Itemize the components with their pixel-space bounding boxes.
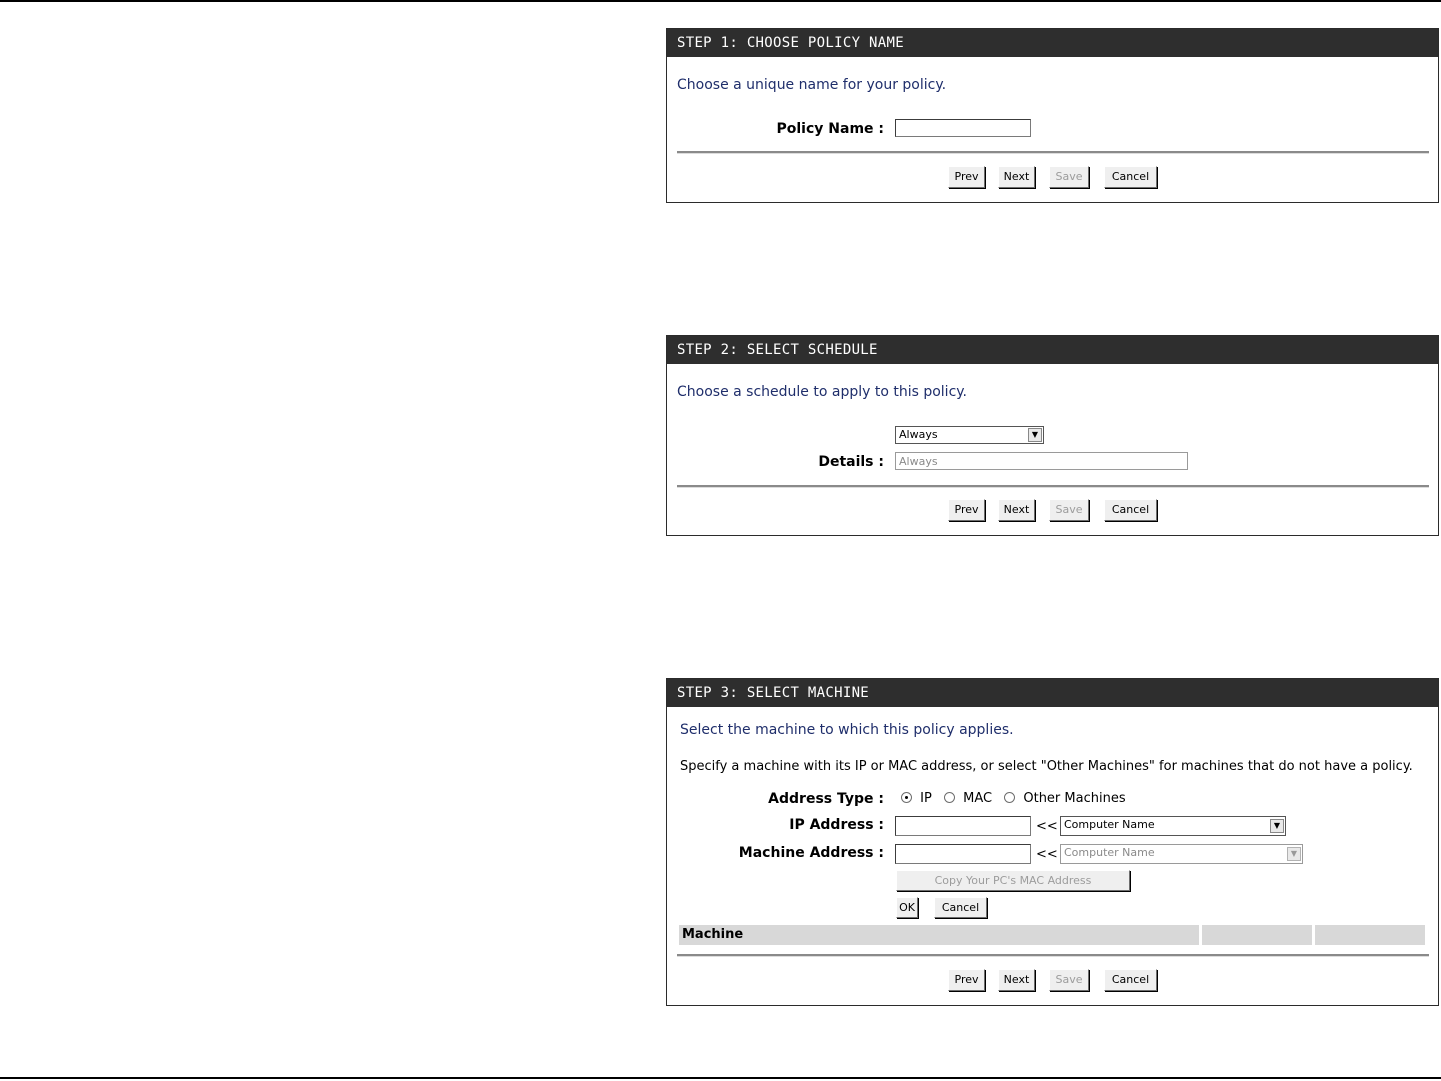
step3-prev-button[interactable]: Prev	[948, 969, 985, 991]
schedule-select[interactable]	[895, 426, 1044, 444]
copy-mac-address-button: Copy Your PC's MAC Address	[896, 870, 1130, 891]
step2-next-button[interactable]: Next	[998, 499, 1035, 521]
step1-cancel-button[interactable]: Cancel	[1104, 166, 1157, 188]
step1-panel	[666, 28, 1439, 203]
step3-cancel-button[interactable]: Cancel	[1104, 969, 1157, 991]
details-label: Details :	[818, 454, 884, 470]
step3-next-button[interactable]: Next	[998, 969, 1035, 991]
step1-divider	[677, 151, 1429, 154]
details-field	[895, 452, 1188, 470]
ip-computer-name-select[interactable]	[1060, 816, 1286, 836]
ip-computer-name-value: Computer Name	[1064, 818, 1155, 831]
address-type-group	[901, 791, 1126, 806]
chevron-down-icon[interactable]: ▼	[1028, 428, 1042, 442]
bottom-rule	[0, 1077, 1441, 1079]
step2-panel	[666, 335, 1439, 536]
step3-title: STEP 3: SELECT MACHINE	[667, 679, 1438, 707]
mac-computer-name-value: Computer Name	[1064, 846, 1155, 859]
step2-prev-button[interactable]: Prev	[948, 499, 985, 521]
ip-address-input[interactable]	[895, 816, 1031, 836]
step3-intro: Select the machine to which this policy applies.	[680, 722, 1014, 738]
policy-name-label: Policy Name :	[776, 121, 884, 137]
top-rule	[0, 0, 1441, 2]
step1-next-button[interactable]: Next	[998, 166, 1035, 188]
ip-address-label: IP Address :	[789, 817, 884, 833]
step1-prev-button[interactable]: Prev	[948, 166, 985, 188]
machine-table-col3	[1315, 925, 1425, 945]
mac-arrow-text: <<	[1036, 847, 1058, 862]
ip-arrow-text: <<	[1036, 819, 1058, 834]
policy-name-input[interactable]	[895, 119, 1031, 137]
address-type-ip-label: IP	[920, 791, 932, 806]
machine-column-header: Machine	[682, 927, 744, 942]
address-type-other-label: Other Machines	[1023, 791, 1126, 806]
address-type-other-radio[interactable]	[1004, 792, 1015, 803]
step2-save-button[interactable]: Save	[1049, 499, 1089, 521]
step2-divider	[677, 485, 1429, 488]
step1-title: STEP 1: CHOOSE POLICY NAME	[667, 29, 1438, 57]
schedule-select-value: Always	[899, 428, 938, 441]
address-type-mac-radio[interactable]	[944, 792, 955, 803]
chevron-down-icon: ▼	[1287, 847, 1301, 861]
step3-divider	[677, 954, 1429, 957]
ok-button[interactable]: OK	[896, 897, 918, 918]
machine-table-header	[679, 925, 1199, 945]
machine-cancel-button[interactable]: Cancel	[934, 897, 987, 918]
step1-save-button[interactable]: Save	[1049, 166, 1089, 188]
address-type-label: Address Type :	[768, 791, 884, 807]
mac-computer-name-select	[1060, 844, 1303, 864]
address-type-ip-radio[interactable]	[901, 792, 912, 803]
step1-intro: Choose a unique name for your policy.	[677, 77, 947, 93]
machine-address-label: Machine Address :	[738, 845, 884, 861]
machine-address-input[interactable]	[895, 844, 1031, 864]
step2-cancel-button[interactable]: Cancel	[1104, 499, 1157, 521]
step2-intro: Choose a schedule to apply to this policy.	[677, 384, 968, 400]
step2-title: STEP 2: SELECT SCHEDULE	[667, 336, 1438, 364]
step3-panel	[666, 678, 1439, 1006]
address-type-mac-label: MAC	[963, 791, 993, 806]
chevron-down-icon[interactable]: ▼	[1270, 819, 1284, 833]
step3-save-button[interactable]: Save	[1049, 969, 1089, 991]
step3-description: Specify a machine with its IP or MAC address, or select "Other Machines" for machines that do not have a policy.	[680, 759, 1413, 774]
machine-table-col2	[1202, 925, 1312, 945]
